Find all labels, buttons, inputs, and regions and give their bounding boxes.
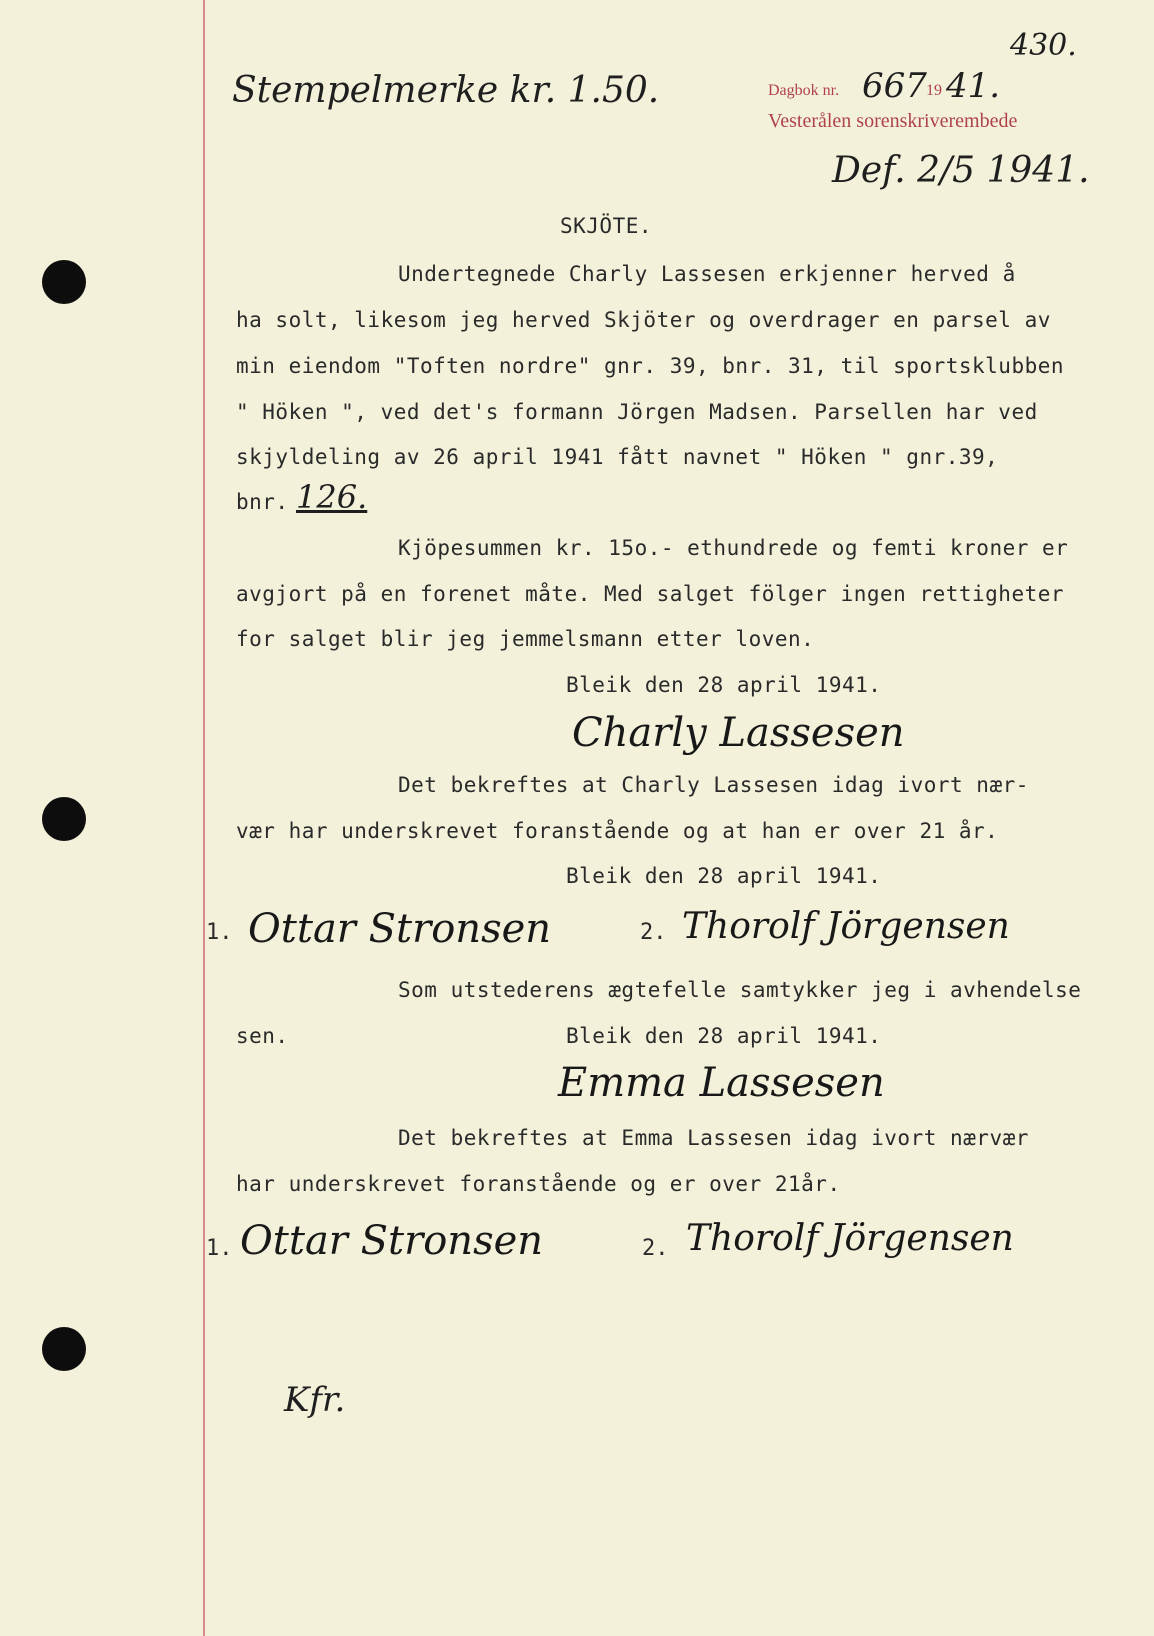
witness-signature: Ottar Stronsen <box>248 906 552 952</box>
signature: Emma Lassesen <box>558 1060 885 1106</box>
body-line: min eiendom "Toften nordre" gnr. 39, bnr. 31, til sportsklubben <box>236 354 1065 378</box>
body-line: skjyldeling av 26 april 1941 fått navnet " Höken " gnr.39, <box>236 445 999 469</box>
stamp-fee-note: Stempelmerke kr. 1.50. <box>232 70 660 111</box>
signature: Charly Lassesen <box>572 710 905 756</box>
punch-hole <box>42 260 86 304</box>
punch-hole <box>42 797 86 841</box>
confirm-line: Det bekreftes at Emma Lassesen idag ivort nærvær <box>398 1126 1029 1150</box>
register-year-prefix: 19 <box>926 82 942 99</box>
body-line: Undertegnede Charly Lassesen erkjenner herved å <box>398 262 1016 286</box>
bnr-value: 126. <box>296 478 368 516</box>
register-prefix: Dagbok nr. <box>768 82 840 99</box>
witness-signature: Ottar Stronsen <box>240 1218 544 1264</box>
price-line: for salget blir jeg jemmelsmann etter loven. <box>236 627 815 651</box>
date-line: Bleik den 28 april 1941. <box>566 864 882 888</box>
witness-number: 1. <box>206 1236 233 1261</box>
punch-hole <box>42 1327 86 1371</box>
witness-number: 1. <box>206 920 233 945</box>
register-year: 41. <box>946 66 1001 106</box>
register-number: 667 <box>862 66 927 106</box>
document-title: SKJÖTE. <box>560 214 653 238</box>
registered-note: Def. 2/5 1941. <box>832 150 1090 191</box>
spouse-line: sen. <box>236 1024 289 1048</box>
page-number: 430. <box>1010 28 1077 63</box>
body-line: bnr. <box>236 490 289 514</box>
price-line: Kjöpesummen kr. 15o.- ethundrede og femti kroner er <box>398 536 1069 560</box>
witness-number: 2. <box>642 1236 669 1261</box>
office-stamp: Vesterålen sorenskriverembede <box>768 110 1018 132</box>
witness-signature: Thorolf Jörgensen <box>682 906 1010 947</box>
margin-line <box>203 0 205 1636</box>
witness-number: 2. <box>640 920 667 945</box>
date-line: Bleik den 28 april 1941. <box>566 673 882 697</box>
confirm-line: har underskrevet foranstående og er over 21år. <box>236 1172 841 1196</box>
footer-note: Kfr. <box>284 1380 346 1420</box>
body-line: " Höken ", ved det's formann Jörgen Madsen. Parsellen har ved <box>236 400 1038 424</box>
price-line: avgjort på en forenet måte. Med salget fölger ingen rettigheter <box>236 582 1065 606</box>
spouse-line: Som utstederens ægtefelle samtykker jeg i avhendelse <box>398 978 1082 1002</box>
confirm-line: Det bekreftes at Charly Lassesen idag ivort nær- <box>398 773 1029 797</box>
body-line: ha solt, likesom jeg herved Skjöter og overdrager en parsel av <box>236 308 1051 332</box>
confirm-line: vær har underskrevet foranstående og at han er over 21 år. <box>236 819 999 843</box>
date-line: Bleik den 28 april 1941. <box>566 1024 882 1048</box>
witness-signature: Thorolf Jörgensen <box>686 1218 1014 1259</box>
